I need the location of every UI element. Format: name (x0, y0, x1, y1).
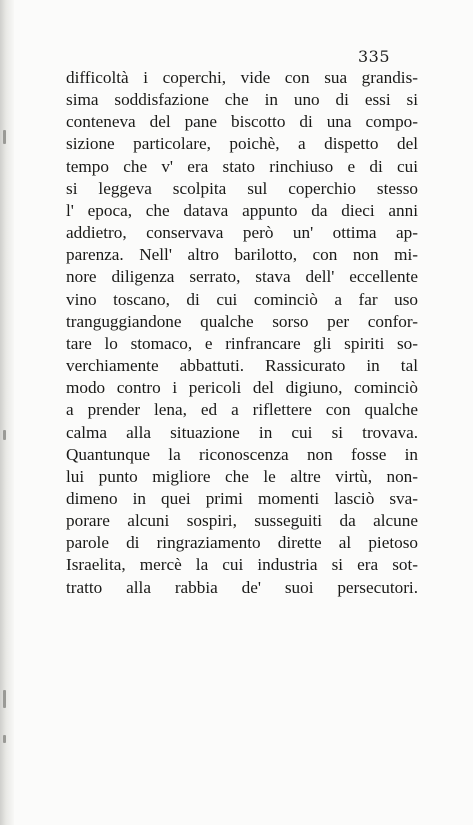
edge-mark (3, 735, 6, 743)
text-line: Quantunque la riconoscenza non fosse in (66, 444, 418, 464)
text-line: addietro, conservava però un' ottima ap- (66, 223, 418, 243)
text-line: tratto alla rabbia de' suoi persecutori. (66, 577, 418, 597)
text-line: conteneva del pane biscotto di una compo- (66, 112, 418, 132)
body-text (66, 67, 418, 599)
text-line: si leggeva scolpita sul coperchio stesso (66, 178, 418, 198)
page-number: 335 (358, 47, 391, 66)
text-line: tare lo stomaco, e rinfrancare gli spiriti so- (66, 333, 418, 353)
text-line: parenza. Nell' altro barilotto, con non mi- (66, 245, 418, 265)
text-line: tempo che v' era stato rinchiuso e di cui (66, 156, 418, 176)
text-line: modo contro i pericoli del digiuno, cominciò (66, 378, 418, 398)
edge-mark (3, 130, 6, 144)
text-line: calma alla situazione in cui si trovava. (66, 422, 418, 442)
text-line: sizione particolare, poichè, a dispetto del (66, 134, 418, 154)
edge-mark (3, 430, 6, 440)
text-line: verchiamente abbattuti. Rassicurato in tal (66, 356, 418, 376)
text-line: vino toscano, di cui cominciò a far uso (66, 289, 418, 309)
text-line: lui punto migliore che le altre virtù, non- (66, 466, 418, 486)
text-line: a prender lena, ed a riflettere con qualche (66, 400, 418, 420)
text-line: tranguggiandone qualche sorso per confor- (66, 311, 418, 331)
text-line: l' epoca, che datava appunto da dieci anni (66, 200, 418, 220)
edge-mark (3, 690, 6, 708)
text-line: Israelita, mercè la cui industria si era sot- (66, 555, 418, 575)
text-line: sima soddisfazione che in uno di essi si (66, 90, 418, 110)
text-line: parole di ringraziamento dirette al pietoso (66, 533, 418, 553)
text-line: difficoltà i coperchi, vide con sua grandis- (66, 68, 418, 87)
text-line: nore diligenza serrato, stava dell' eccellente (66, 267, 418, 287)
text-line: porare alcuni sospiri, susseguiti da alcune (66, 511, 418, 531)
text-line: dimeno in quei primi momenti lasciò sva- (66, 488, 418, 508)
binding-edge (0, 0, 14, 825)
